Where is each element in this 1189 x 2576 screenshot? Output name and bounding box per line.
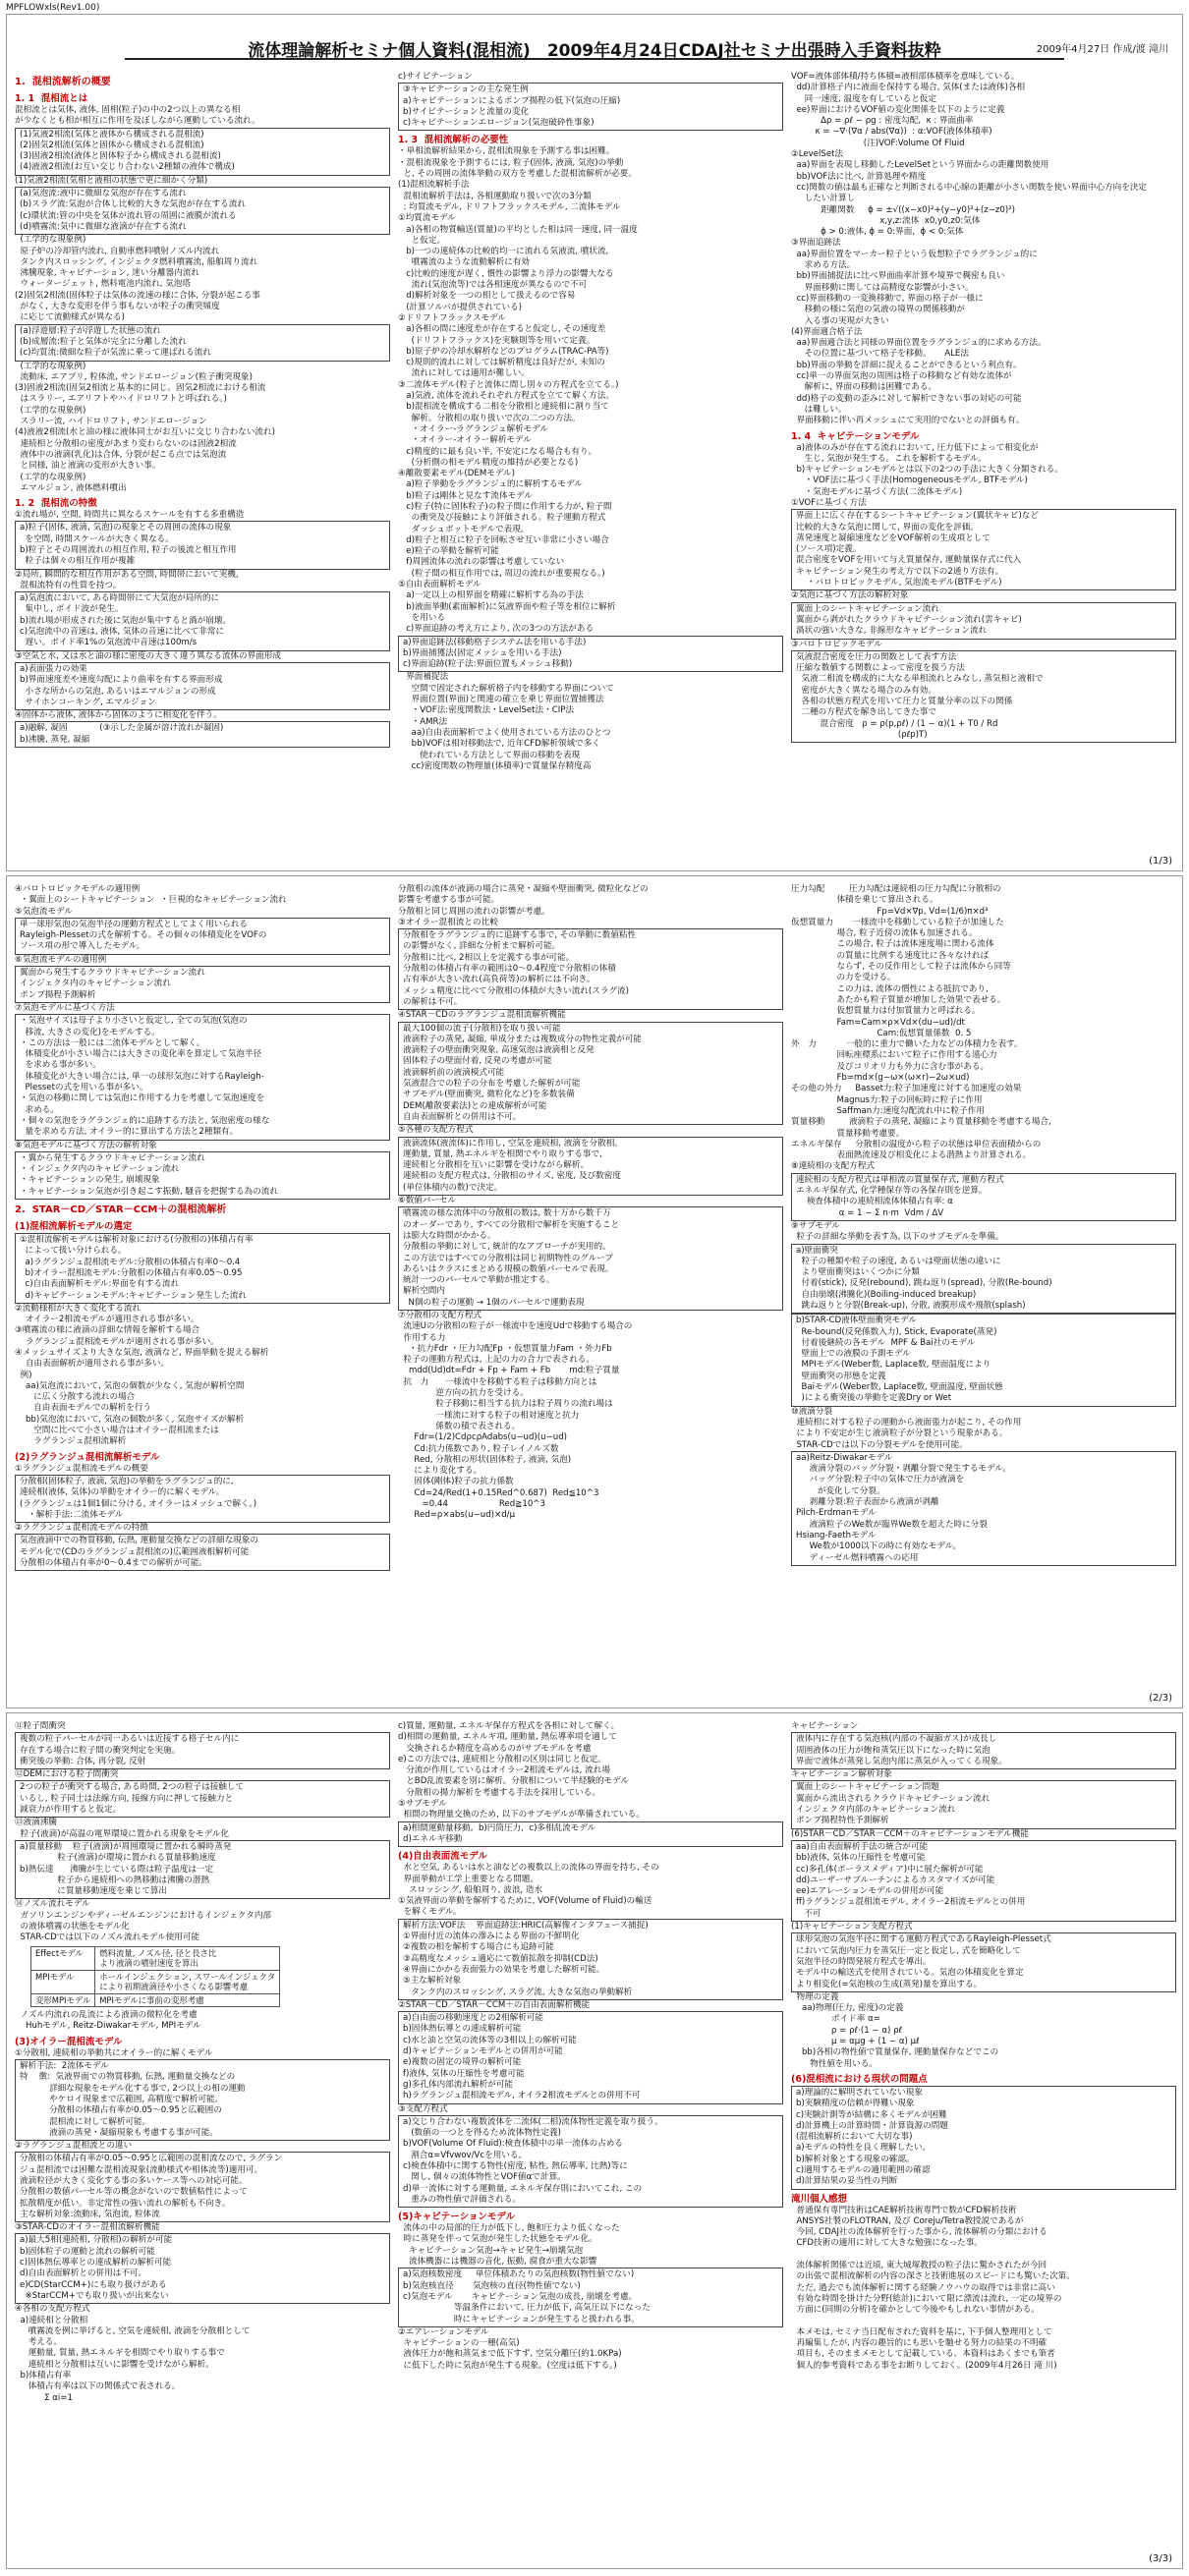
text-block: ⑫DEMにおける粒子間衝突 [15,1769,119,1780]
text-block: (2)固気2相流(固体粒子は気体の流速の様に合体, 分裂が起こる事 がなく, 大きな変形を伴う事もないが粒子の衝突頻度 に応じて流動様式が異なる) [15,290,260,323]
text-block: c)サイピテーション [398,72,473,82]
text-block: (工学的な現象例) 流動床, エアブリ, 粒体流, サンドエロージョン(粒子衝突現象) [20,361,253,382]
text-block: (4)液液2相流(水と油の様に液体同士がお互いに交じり合わない流れ) 連続相と分散相の密度があまり変わらないのは固液2相流 液体中の液滴(乳化)は合体, 分裂が起こる点では気泡流 と同様, 油と液滴の変形が大きい事。 (工学的な現象例) エマルジョン, 液体燃料噴出 [15,427,275,493]
text-block: ②局所, 瞬間的な相互作用がある空間, 時間帯において実機, 混相流特有の性質を持つ。 [15,569,239,590]
text-block: a)粒子挙動をラグランジュ的に解析するモデル b)粒子は剛体と見なす流体モデル c)粒子(特に固体粒子)の粒子間に作用する力が, 粒子間 の衝突及び接触により評価される。粒子運動方程式 ダッシュポットモデルで表現。 d)粒子と相互に粒子を回転させ互い非常に小さい場合 e)粒子の挙動を解析可能 f)周囲流体の流れの影響は考慮していない (粒子間の相互作用では, 周辺の流れが重要視なる。) [406,479,612,579]
text-block: a)一定以上の相界面を精確に解析する為の手法 b)液面挙動(素面解析)に気液界面や粒子等を相位に解析 を用いる c)界面追跡の考え方により, 次の3つの方法がある [406,590,616,635]
table-cell: MPIモデル [31,1970,95,1993]
section-heading: 2. STAR－CD／STAR－CCM＋の混相流解析 [15,1204,227,1216]
text-block: (1)気液2相流(気相と液相の状態で更に細かく分類) [15,175,208,186]
boxed-text: a)理論的に解明されていない現象 b)実験精度の信頼が得難い現象 c)実験計測等が結構に多くモデルが困難 d)計算機上の計算時間・計算資源の問題 (混相流解析において大切な事) a)モデルの特性を良く理解したい。 b)解析対象とする現象の確認。 c)適用するモデルの適用範囲の確認 d)計算結果の妥当性の判断 [791,2086,1176,2190]
text-block: ⑧気泡モデルに基づく方法の解析対象 [15,1140,157,1150]
text-block: aa)界面適合法と同様の界面位置をラグランジュ的に求める方法。 その位置に基づいて格子を移動。 ALE法 bb)界面の挙動を詳細に捉えることができるという利点有。 cc)単一の界面気泡の周囲は格子の移動など有効な流体が 解析に, 界面の移動は困難である。 dd)格子の変動の歪みに対して解析できない事の対応の可能 は難しい。 界面移動に伴い再メッシュにて実用的でないとの評価も有。 [796,338,1047,426]
boxed-text: a)気泡流において, ある時間帯にて大気泡が局所的に 集中し, ボイド波が発生。 b)流れ場が形成された後に気泡が集中すると渦が崩壊。 c)気泡流中の音速は, 液体, 気体の音速に比べて非常に 遅い。ボイド率1%の気泡流中音速は100m/s [15,591,390,650]
text-block: ③支配方程式 [398,2103,448,2114]
text-block: 粒子(液滴)が高温の電界環境に置かれる現象をモデル化 [15,1828,229,1839]
text-block: ①VOFに基づく方法 [791,497,867,508]
text-block: ⑪粒子間衝突 [15,1721,66,1731]
section-heading: 1. 4 キャビテーションモデル [791,430,920,442]
boxed-text: 解析手法: 2流体モデル 特 徴: 気液界面での物質移動, 伝熱, 運動量交換などの 詳細な現象をモデル化する事で, 2つ以上の相の運動 やケロイ現象まで広範囲, 高精度で解析可能。 分散相の体積占有率が0.05〜0.95と広範囲の 混相流に対して解析可能。 液滴の蒸発・凝縮現象も考慮する事が可能。 [15,2059,390,2141]
page-number-1: (1/3) [1149,856,1172,867]
boxed-text: a)交じり合わない複数流体を二流体(二相)流体物性定義を取り扱う。 (数値の一つとを得るため流体物性定義) b)VOF(Volume Of Fluid):検査体積中の単一流体の占める 割合α=Vfvwov/Vcを用いる。 c)検査体積中に関する物性(密度, 粘性, 熱伝導率, 比熱)等に 関し, 個々の流体物性とVOF値αで計算。 d)単一流体に対する運動量, エネルギ保存則においてこれ, この 重みの物性値で評価される。 [398,2115,783,2208]
boxed-text: aa)Reitz-Diwakarモデル 液滴分裂のバッグ分裂・剥離分裂で発生するモデル。 バッグ分裂:粒子中の気体で圧力が液滴を が変化して分裂。 剥離分裂:粒子表面から液滴が剥離 Pilch-Erdmanモデル 液滴粒子のWe数が臨界We数を超えた時に分裂 Hsiang-Faethモデル We数が1000以下の時に有効なモデル。 ディーゼル燃料噴霧への応用 [791,1451,1176,1566]
section-heading: 滝川個人感想 [791,2193,848,2205]
text-block: a)各相の間に速度差が存在すると仮定し, その速度差 (ドリフトフラックス)を実験則等を用いて定義。 b)原子炉の冷却水解析などのプログラム(TRAC-PA等) c)規則的流れに対しては解析精度は良好だが, 未知の 流れに対しては適用が難しい。 [406,324,609,379]
boxed-text: 液体内に存在する気泡核(内部の不凝縮ガス)が成長し 周囲液体の圧力が飽和蒸気圧以下になった時に気泡 界面で液体が蒸発し気泡内部に蒸気が入ってくる現象。 [791,1732,1176,1769]
table-cell: ホールインジェクション, スワールインジェクタ により初期液滴径や小さくなる影響考慮 [95,1970,280,1993]
text-block: ④メッシュサイズより大きな気泡, 液滴など, 界面挙動を捉える解析 自由表面解析が適用される事が多い。 [15,1347,269,1370]
text-block: 界面補捉法 空間で固定された解析格子内を移動する界面について 界面位置(界面)と関連の確立を乗じ界面位置捕獲法 ・VOF法:密度関数法・LevelSet法・CIP法 ・AMR法 aa)自由表面解析でよく使用されている方法のひとつ bb)VOFは相対移動法で, 近年CFD解析領域で多く 使われている方法として界面の移動を表現 cc)密度関数の物理量(体積率)で質量保存精度高 [406,672,614,771]
text-block: ③STAR-CDのオイラー混相流解析機能 [15,2222,160,2233]
boxed-text: b)STAR-CD液体壁面衝突モデル Re-bound(反発係数入力), Stick, Evaporate(蒸発) 付着後継続の各モデル MPF & Bai社のモデル 壁面上での液膜の予測モデル MPIモデル(Weber数, Laplace数, 壁面温度により 壁面衝突の形態を定義 Baiモデル(Weber数, Laplace数, 壁面温度, 壁面状態 )による衝突後の挙動を定義Dry or Wet [791,1314,1176,1406]
section-heading: 1. 3 混相流解析の必要性 [398,135,509,146]
text-block: ・単相流解析結果から, 混相流現象を予測する事は困難。 ・混相流現象を予測するには, 粒子(固体, 液滴, 気泡)の挙動 と, その周囲の流体挙動の双方を考慮した混相流解析が必要。 (1)混相流解析手法 混相流解析手法は, 各相運動取り扱いで次の3分類 : 均質流モデル, ドリフトフラックスモデル, 二流体モデル [398,146,637,212]
text-block: ⑥気泡流モデルの適用例 [15,954,107,965]
text-block: ⑦分散相の支配方程式 [398,1310,482,1320]
text-block: 外 力 一般的に重力で働いた力などの体積力を表す。 回転座標系において粒子に作用する遠心力 及びコリオリ力も外力に含む事がある。 Fb=md×(g−ω×(ω×r)−2ω×ud) [791,1039,1023,1084]
boxed-text: 気液混合密度を圧力の関数として表す方法 圧縮な数値する関数によって密度を扱う方法 気液二相流を構成的に大なる単相流れとみなし, 蒸気相と液相で 密度が大きく異なる場合のみ有効。 各相の状態方程式を用いて圧力と質量分率の以下の関係 二種の方程式を解き出してきた事で 混合密度 ρ = ρ(p,ρℓ) / (1 − α)(1 + T0 / Rd (ρℓp)T) [791,650,1176,743]
p3-column-1 [15,1721,390,2552]
text-block: (工学的な現象例) 原子炉の冷却管内流れ, 自動車燃料噴射ノズル内流れ タンク内スロッシング, インジェクタ燃料噴霧流, 船舶周り流れ 沸騰現象, キャビテーション, 迷い分離器内流れ ウォータージェット, 燃料電池内流れ, 気泡塔 [20,235,258,290]
p2-column-1 [15,884,390,1692]
text-block: c)質量, 運動量, エネルギ保存方程式を各相に対して解く。 d)相間の運動量, エネルギ項, 運動量, 熱伝導率項を適して 交換されるか精度を高めるのがサブモデルを考慮 e)この方法では, 連続相と分散相の区別は同じと仮定。 分流が作用しているはオイラー2相流モデルは, 流れ場 とBD乱流要素を別に解析。分散相について半経験的モデル 分散相の揚力解析を考慮する手法を採用している。 [398,1721,629,1798]
boxed-text: ①混相流解析モデルは解析対象における(分散相の)体積占有率 によって扱い分けられる。 a)ラグランジュ混相流モデル:分散相の体積占有率0〜0.4 b)オイラー混相流モデル:分散相の体積占有率0.05〜0.95 c)自由表面解析モデル:界面を有する流れ d)キャピテーションモデル:キャピテーション発生した流れ [15,1233,390,1304]
model-table [30,1946,280,2008]
text-block: Fdr=(1/2)CdρcρAdabs(u−ud)(u−ud) [398,1432,568,1443]
text-block: 相間の物理量交換のため, 以下のサブモデルが準備されている。 [398,1810,645,1820]
text-block: キャビテーション解析対象 [791,1769,892,1780]
date-author: 2009年4月27日 作成/渡 滝川 [1036,44,1168,55]
section-heading: (6)混相流における現状の問題点 [791,2073,928,2085]
boxed-text: a)相間運動量移動, b)円筒圧力, c)多相乱流モデル d)エネルギ移動 [398,1821,783,1848]
text-block: ②ドリフトフラックスモデル [398,312,506,323]
p3-column-3 [791,1721,1176,2552]
text-block: その他の外力 Basset力:粒子加速度に対する加速度の効果 Magnus力:粒子の回転時に粒子に作用 Saffman力:速度勾配流れ中に粒子作用 [791,1084,1022,1116]
boxed-text: 翼面上のシートキャビテーション流れ 翼面から剥がれたクラウドキャビテーション流れ(雲キャビ) 渦状の強い大きな, 非線形なキャビテーション流れ [791,602,1176,640]
text-block: a)液体のみが存在する流れにおいて, 圧力低下によって相変化が 生じ, 気泡が発生する。これを解析するモデル。 b)キャビテーションモデルとは以下の2つの手法に大きく分類される。 ・VOF法に基づく手法(Homogeneousモデル, BTFモデル) ・気泡モデルに基づく方法(二流体モデル) [796,442,1063,497]
text-block: ⑤気泡流モデル [15,906,73,917]
section-heading: (5)キャビテーションモデル [398,2212,515,2223]
boxed-text: 噴霧流の様な流体中の分散相の数は, 数十万から数千万 のオーダーであり, すべての分散相で解析を実施すること は膨大な時間がかかる。 分散相の挙動に対して, 統計的なアプローチが実用的。 この方法ではすべての分散相は同じ初期物性のグループ あるいはクラスにまとめる規模の数値パーセルで表現。 統計一つのパーセルで挙動が推定する。 解析空間内 N個の粒子の運動 → 1個のパーセルで運動表現 [398,1206,783,1311]
text-block: 例) aa)気泡流において, 気泡の個数が少なく, 気泡が解析空間 に広く分散する流れの場合 自由表面モデルでの解析を行う bb)気泡流において, 気泡の個数が多く, 気泡サイズが解析 空間に比べて小さい場合はオイラー混相流または ラグランジュ混相流解析 [20,1370,245,1447]
section-heading: (2)ラグランジュ混相流解析モデル [15,1451,160,1463]
section-heading: (4)自由表面流モデル [398,1851,487,1863]
text-block: 流速Uの分散相の粒子が一様流中を速度Udで移動する場合の 作用する力 ・抗力Fdr ・圧力勾配Fp ・仮想質量力Fam ・外力Fb 粒子の運動方程式は, 上記の力の合力で表される。 mdd(Ud)dt=Fdr + Fp + Fam + Fb md:粒子質量 [403,1321,633,1376]
text-block: 水と空気, あるいは水と油などの複数以上の流体の界面を持ち, その 界面挙動が工学上重要となる問題。 スロッシング, 船舶周り, 波浪, 造水 [403,1863,659,1895]
text-block: ①流れ場が, 空間, 時間共に異なるスケールを有する多重構造 [15,510,245,521]
text-block: ⑤サブモデル [398,1799,447,1810]
boxed-text: aa)自由表面解析手法の統合が可能 bb)液体, 気体の圧縮性を考慮可能 cc)多孔体(ポーラスメディア)中に展た解析が可能 dd)ユーザーサブルーチンによるカスタマイズが可能 ee)エアレーションモデルの併用が可能 ff)ラグランジュ混相流モデル, オイラー2相流モデルとの併用 不可 [791,1840,1176,1922]
text-block: ④バロトロピックモデルの適用例 ・翼面上のシートキャビテーション ・巨視的なキャビテーション流れ [15,884,287,906]
boxed-text: 球形気泡の気泡半径に関する運動方程式であるRayleigh-Plesset式 において気泡内圧力を蒸気圧一定と仮定し, 式を簡略化して 気泡半径の時間発展方程式を導出。 モデル中の輸送式を使用されている。気泡の体積変化を算定 より相変化(=気泡核の生成(蒸発)量を算出する。 [791,1932,1176,1991]
p3-column-2 [398,1721,783,2552]
text-block: キャビテーション [791,1721,859,1731]
title-underline [125,58,1064,60]
text-block: エネルギ保存 分散相の温度から粒子の状態は単位表面積からの 表面熱流速及び相変化による潜熱より計算される。 [791,1139,1042,1161]
p1-column-1 [15,72,390,858]
text-block: ④STAR－CDのラグランジュ混相流解析機能 [398,1010,566,1021]
text-block: ⑦気泡モデルに基づく方法 [15,1002,115,1013]
text-block: ③空気と水, 又は水と油の様に密度の大きく違う異なる流体の界面形成 [15,650,281,661]
text-block: (1)キャビテーション支配方程式 [791,1922,913,1932]
text-block: 混相流とは気体, 液体, 固相(粒子)の中の2つ以上の異なる相 が少なくとも相が相互に作用を及ぼしながら運動している流れ。 [15,105,260,127]
text-block: オイラー2相流モデルが適用される事が多い。 [15,1315,199,1325]
page-title: 流体理論解析セミナ個人資料(混相流) 2009年4月24日CDAJ社セミナ出張時入手資料抜粋 [248,41,941,61]
text-block: ②エアレーションモデル [398,2326,489,2337]
text-block: VOF=液体部体積/持ち体積=液相部体積率を意味している。 dd)計算格子内に液面を保持する場合, 気体(または液体)各相 同一速度, 温度を有していると仮定 ee)界面におけるVOF値の変化関係を以下のように定義 Δρ = ρℓ − ρg : 密度勾配, κ : 界面曲率 κ = −∇·(∇α / abs(∇α)) : α:VOF(液体体積率) (注)VOF:Volume Of Fluid [791,72,1026,148]
p2-column-3 [791,884,1176,1692]
page-3 [6,1712,1183,2569]
text-block: ①気液界面の挙動を解析するために, VOF(Volume of Fluid)の輸送 を解くモデル。 [398,1896,652,1918]
text-block: aa)界面を表現し移動したLevelSetという界面からの距離関数使用 bb)VOF法に比べ, 計算処理や精度 cc)関数の値は最も正確なと判断される中心線の距離が小さい関数を使い界面中心方向を決定 したい計算し 距離関数 ϕ = ±√((x−x0)²+(y−y0)²+(z−z0)²) x,y,z:流体 x0,y0,z0:気体 ϕ > 0:液体, ϕ = 0:界面, ϕ < 0:気体 [796,160,1148,238]
boxed-text: 単一球形気泡の気泡半径の運動方程式としてよく用いられる Rayleigh-Plessetの式を解析する。その個々の体積変化をVOFの ソース項の形で導入したモデル。 [15,918,390,955]
text-block: ③界面追跡法 [791,238,841,249]
boxed-text: 複数の粒子パーセルが同一あるいは近接する格子セル内に 存在する場合に粒子間の衝突判定を実施。 衝突後の挙動: 合体, 再分裂, 反射 [15,1732,390,1769]
text-block: ④離散要素モデル(DEMモデル) [398,469,515,479]
table-cell: MPIモデルに事前の変形考慮 [95,1993,280,2007]
boxed-text: a)気泡核数密度 単位体積あたりの気泡核数(物性値でない) b)気泡核直径 気泡核の直径(物性値でない) c)気泡モデル キャビテーション気泡の成長, 崩壊を考慮。 等温条件において, 圧力が低下, 高気圧以下になった 時にキャビテーションが発生すると扱われる事。 [398,2268,783,2326]
text-block: 物理の定義 aa)物理(圧力, 密度)の定義 ボイド率 α= ρ = ρℓ·(1 − α) ρℓ μ = αμg + (1 − α) μℓ bb)各相の物性値で質量保存, 運動量保存などでこの 物性値を用いる。 [796,1991,999,2069]
text-block: キャビテーションの一種(高気) 液体圧力が飽和蒸気まで低下すず, 空気分離圧(約1.0KPa) に低下した時に気泡が発生する現象。(空度は低下する。) [403,2338,622,2371]
text-block: ③二流体モデル(粒子と流体に間し別々の方程式を立てる。) [398,379,619,390]
boxed-text: 分散相をラグランジュ的に追跡する事で, その挙動に数値粘性 の影響がなく, 詳細な分析まで解析可能。 分散相に比べ, 2相以上を定義する事が可能。 分散相の体積占有率の範囲は0〜0.4程度で分散相の体積 占有率が大きい流れ(高負荷等)の解析には不向き。 メッシュ精度に比べて分散相の体積が大きい流れ(スラグ流) の解析は不可。 [398,928,783,1010]
text-block: 分散相の流体が液滴の場合に蒸発・凝縮や壁面衝突, 微粒化などの 影響を考慮する事が可能。 分散相と同じ周囲の流れの影響が考慮。 [398,884,649,917]
text-block: (4)界面適合格子法 [791,326,863,337]
text-block: Cd:抗力係数であり, 粒子レイノルズ数 Red, 分散相の形状(固体粒子, 液滴, 気泡) により変化する。 固体(剛体)粒子の抗力係数 Cd=24/Red(1+0.15Red^0.687) Red≦10^3 =0.44 Red≧10^3 Red=ρ×abs(u−ud)×d/μ [414,1443,599,1521]
section-heading: (3)オイラー混相流モデル [15,2036,123,2047]
boxed-text: 分散相の体積占有率が0.05〜0.95と広範囲の混相流なので, ラグラン ジュ混相流では困難な混相流現象(流動様式や相体流等)適用可。 液滴粒径が大きく変化する事の多いケース等への対応可能。 分散相の数値パーセル等の概念がないので数値粘性によって 拡散精度が低い。非定常性の強い流れの解析も不向き。 主な解析対象:流動床, 気泡流, 粒体流 [15,2152,390,2222]
text-block: ⑭ノズル流れモデル [15,1899,90,1910]
boxed-text: 連続相の支配方程式は単相流の質量保存式, 運動方程式 エネルギ保存式, 化学種保存等の各保存則を逆算。 検査体積中の連続相流体体積占有率: α α = 1 − Σ n·m Vdm / ΔV [791,1173,1176,1221]
text-block: (6)STAR－CD／STAR－CCM＋のキャビテーションモデル機能 [791,1828,1029,1839]
table-cell: Effectモデル [31,1946,95,1970]
text-block: ラグランジュ混相流モデルが適用される事が多い。 [15,1336,219,1347]
text-block: ガソリンエンジンやディーゼルエンジンにおけるインジェクタ内部 の液体噴霧の状態をモデル化 STAR-CDでは以下のノズル流れモデル使用可能 [20,1910,272,1943]
boxed-text: a)融解, 凝固 (③示した金属が溶け流れが凝固) b)沸騰, 蒸発, 凝縮 [15,721,390,748]
table-cell: 燃料流量, ノズル径, 径と長さ比 より液滴の噴射速度を算出 [95,1946,280,1970]
boxed-text: a)粒子(固体, 液滴, 気泡)の現象とその周囲の流体の現象 を空間, 時間スケールが大きく異なる。 b)粒子とその周囲流れの相互作用, 粒子の後流と相互作用 粒子は個々の相互作用が複雑 [15,521,390,569]
boxed-text: (a)気泡流:液中に微細な気泡が存在する流れ (b)スラグ流:気泡が合体し比較的大きな気泡が存在する流れ (c)環状流:管の中央を気体が流れ管の周囲に液膜が流れる (d)噴霧流:気中に微細な液滴が存在する流れ [15,187,390,235]
text-block: 粒子の詳細な挙動を表す為, 以下のサブモデルを準備。 [791,1232,1004,1243]
text-block: aa)界面位置をマーカー粒子という仮想粒子でラグランジュ的に 求める方法。 bb)界面捕捉法に比べ界面曲率計算や境界で稠密も良い 界面移動に関しては高精度な影響が小さい。 cc)界面移動の一変換移動で, 界面の格子が一様に 移動の様に気泡の気液の境界の関係移動が 入る事の実現が大きい [796,249,1038,326]
text-block: ⑥数値パーセル [398,1196,457,1206]
text-block: ⑧連続相の支配方程式 [791,1161,876,1172]
boxed-text: 分散相(固体粒子, 液滴, 気泡)の挙動をラグランジュ的に, 連続相(液体, 気体)の挙動をオイラー的に解くモデル。 (ラグランジェは1個1個に分ける, オイラーはメッシュで解く。) ・解析手法:二流体モデル [15,1475,390,1523]
text-block: (3)固液2相流(固気2相流と基本的に同じ。固気2相流における相流 はスラリー, エアリフトやハイドロリフトと呼ばれる。) (工学的な現象例) スラリー流, ハイドロリフト, サンドエロージョン [15,383,266,427]
boxed-text: ・気泡サイズは母子より小さいと仮定し, 全ての気泡(気泡の 移流, 大きさの変化)をモデルする。 ・この方法は一般には二流体モデルとして解く。 体積変化が小さい場合には大きさの変化率を算定して気泡半径 を求める事が多い。 体積変化が大きい場合には, 単一の球形気泡に対するRayleigh- Plessetの式を用いる事が多い。 ・気泡の移動に関しては気泡に作用する力を考慮して気泡速度を 求める。 ・個々の気泡をラグランジェ的に追跡する方法と, 気泡密度の様な 量を求める方法, オイラー的に算出する方法と2種類有。 [15,1014,390,1140]
text-block: ②ラグランジュ混相流モデルの特徴 [15,1523,148,1534]
p1-column-2 [398,72,783,858]
page-2 [6,875,1183,1708]
section-heading: 1. 混相流解析の概要 [15,77,111,87]
table-cell: 変形MPIモデル [31,1993,95,2007]
boxed-text: (1)気液2相流(気体と液体から構成される混相流) (2)固気2相流(気体と固体から構成される混相流) (3)固液2相流(液体と固体粒子から構成される混相流) (4)液液2相流(お互い交じり合わない2種類の液体で構成) [15,128,390,176]
text-block: ①均質流モデル [398,213,456,224]
text-block: ノズル内流れの乱流による液滴の微粒化を考慮 Huhモデル, Reitz-Diwakarモデル, MPIモデル [20,2010,201,2032]
text-block: ②ラグランジュ混相流との違い [15,2141,133,2152]
text-block: 流体の中の局部的圧力が低下し, 飽和圧力より低くなった 時に蒸発を伴って気泡が発生した状態をモデル化。 キャビテーション気泡→キャビ発生→崩壊気泡 流体機器には機器の音化, 振動, 腐食が重大な影響 [403,2223,620,2268]
boxed-text: ・翼から発生するクラウドキャビテーション流れ ・インジェクタ内のキャビテーション流れ ・キャビテーションの発生, 崩壊現象 ・キャビテーション気泡が引き起こす振動, 騒音を把握する為の流れ [15,1151,390,1200]
page-number-2: (2/3) [1149,1693,1172,1704]
text-block: a)連続相と分散相 噴霧流を例に挙げると, 空気を連続相, 液滴を分散相として 考える。 運動量, 質量, 熱エネルギを相間でやり取りする事で 連続相と分散相は互いに影響を受けながら解析。 b)体積占有率 体積占有率は以下の関係式で表される。 Σ αi=1 [20,2315,251,2403]
boxed-text: 翼面上のシートキャビテーション問題 翼面から流出されるクラウドキャビテーション流れ インジェクタ内部のキャビテーション流れ ポンプ揚程特性予測解析 [791,1780,1176,1828]
text-block: 抗 力 一様流中を移動する粒子は移動方向とは 逆方向の抗力を受ける。 粒子移動に相当する抗力は粒子周りの流れ場は 一様流に対する粒子の相対速度と抗力 係数の積で表される。 [403,1376,613,1431]
text-block: ②LevelSet法 [791,149,844,160]
boxed-text: 解析方法:VOF法 界面追跡法:HRIC(高解像インタフェース捕捉) ①界面付近の流体の滲みによる界面の不鮮明化 ②複数の相を解析する場合にも追跡可能 ③高精度なメッシュ適応にて数値拡散を抑制(CD法) ④界面にかかる表面張力の効果を考慮した解析可能。 ⑤主な解析対象 タンク内のスロッシング, スラグ流, 大きな気泡の挙動解析 [398,1919,783,2000]
text-block: ③バロトロピックモデル [791,639,882,649]
boxed-text: (a)浮遊層:粒子が浮遊した状態の流れ (b)成層流:粒子と気体が完全に分離した流れ (c)均質流:微細な粒子が気流に乗って運ばれる流れ [15,324,390,362]
text-block: ②流動様相が大きく変化する流れ [15,1303,142,1314]
text-block: a)気液, 流体を流れそれぞれ方程式を立てて解く方法。 b)混相流を構成する二相を分散相と連続相に割り当て 解析。分散相の取り扱いで次の二つの方法。 ・オイラー-ラグランジュ解析モデル ・オイラー-オイラー解析モデル [406,391,614,446]
text-block: ④固体から液体, 液体から固体のように相変化を伴う。 [15,710,222,721]
text-block: ⑬液滴沸騰 [15,1818,57,1828]
text-block: 質量移動 液滴粒子の蒸発, 凝縮により質量移動を考慮する場合, 質量移動考慮要。 [791,1117,1051,1139]
boxed-text: 最大100個の流子(分散相)を取り扱い可能 液滴粒子の蒸発, 凝縮, 単成分または複数成分の物性定義が可能 液滴粒子の壁面衝突現象, 高速気泡は液滴相と反発 固体粒子の壁面付着, 反発の考慮が可能 液滴解析前の液滴模式可能 気液混合での粒子の分布を考慮した解析が可能 サブモデル(壁面衝突, 微粒化など)を多数装備 DEM(離散要素法)との連成解析が可能 自由表面解析との併用は不可。 [398,1022,783,1126]
boxed-text: 翼面から発生するクラウドキャビテーション流れ インジェクタ内のキャビテーション流れ ポンプ揚程予測解析 [15,966,390,1003]
p2-column-2 [398,884,783,1692]
table-row [31,1946,280,1970]
page-1 [6,14,1183,871]
text-block: 圧力勾配 圧力勾配は連続相の圧力勾配に分散相の 体積を乗じて算出される。 Fp=Vd×∇p, Vd=(1/6)π×d³ [791,884,1001,917]
boxed-text: 界面上に広く存在するシートキャビテーション(翼状キャビ)など 比較的大きな気泡に関して, 界面の変化を評価。 蒸発速度と凝縮速度などをVOF解析の生成項として (ソース項)定義。 混合密度をVOFを用いて与え質量保存, 運動量保存式に代入 キャビテーション発生の考え方で以下の2通り方法有。 ・バロトロピックモデル, 気泡流モデル(BTFモデル) [791,509,1176,590]
text-block: ③噴霧流の様に液滴の詳細な情報を解析する場合 [15,1325,200,1336]
boxed-text: 2つの粒子が衝突する場合, ある時間, 2つの粒子は接触して いるし, 粒子同士は法線方向, 接線方向に押して接触力と 減衰力が作用すると仮定。 [15,1780,390,1818]
document-id: MPFLOWxls(Rev1.00) [6,3,100,13]
text-block: ②気泡に基づく方法の解析対象 [791,590,909,601]
text-block: ⑤自由表面解析モデル [398,580,481,590]
boxed-text: a)界面追跡法(移動格子システム法を用いる手法) b)界面捕獲法(固定メッシュを用いる手法) c)界面追跡(粒子法:界面位置もメッシュ移動) [398,636,783,673]
text-block: 普通保有専門技術はCAE解析技術専門で数がCFD解析技術 ANSYS社製のFLOTRAN, 及び Coreju/Tetra教授説であるが 今回, CDAJ社の流体解析を行った事から, 流体解析の分類における CFD技術の適用に対して大きな勉強になった事。 流体解析関係では近頃, 東大城塚教授の粒子法に驚かされたが今回 の出張で混相流解析の内容の深さと技術進展のスピードにも驚いた次第。 ただ, 過去でも流体解析に関する経験ノウハウの取得では非常に高い 有効な時間を掛けた分野(総計)において限に漂流は流れ, 一定の境界の 方面に(同期の分析)を確かとして今後やもしれない事情がある。 本メモは, セミナ当日配布された資料を基に, 下手個人整理用として 再編集したが, 内容の趣旨的にも思いを馳せる努力の結果の不明確 項目も, そのままメモとして記載している。本資料はあくまでも筆者 個人的参考資料である事をお断りしておく。(2009年4月26日 滝 川) [796,2205,1075,2371]
section-heading: 1. 2 混相流の特徴 [15,498,97,510]
text-block: ⑤各種の支配方程式 [398,1125,474,1136]
boxed-text: 気泡液滴中での物質移動, 伝熱, 運動量交換などの詳細な現象の モデル化で(CDのラグランジュ混相流の)広範囲液相解析可能 分散相の体積占有率が0〜0.4までの解析が可能。 [15,1534,390,1571]
text-block: ⑩液滴分裂 [791,1406,833,1417]
boxed-text: a)最大5相(連続相, 分散相)の解析が可能 b)固体粒子の運動と流れの解析可能 c)固体熱伝導率との連成解析の解析可能 d)自由表面解析との併用は不可。 e)CD(StarCCM+)にも取り扱けがある ※StarCCM+でも取り扱いが出来ない [15,2233,390,2304]
boxed-text: a)壁面衝突 粒子の種類や粒子の速度, あるいは壁面状態の違いに より壁面衝突はいくつかに分類 付着(stick), 反発(rebound), 跳ね返り(spread), 分散(Re-bound) 自由崩壊(沸騰化)(Boiling-induced breakup) 跳ね返りと分裂(Break-up), 分散, 液膜形成や飛散(splash) [791,1244,1176,1315]
text-block: 仮想質量力 一様流中を移動している粒子が加速した 場合, 粒子近傍の流体も加速される。 この場合, 粒子は流体速度場に関わる流体 の質量に比例する速度比に各々なければ ならず, その反作用として粒子は流体から同等 の力を受ける。 この力は, 流体の慣性による抵抗であり, あたかも粒子質量が増加した効果で表せる。 仮想質量力は付加質量力と呼ばれる。 Fam=Cam×ρ×Vd×(du−ud)/dt Cam:仮想質量係数 0. 5 [791,917,1011,1038]
table-row [31,1993,280,2007]
p1-column-3 [791,72,1176,858]
text-block: ①ラグランジュ混相流モデルの概要 [15,1463,148,1474]
text-block: a)各相の物質輸送(質量)の平均とした相は同一速度, 同一温度 と仮定。 b)一つの連続体の比較的均一に流れる気液流, 噴状流, 噴霧流のような流動解析に有効 c)比較的速度が遅く, 慣性の影響より浮力の影響大なる 流れ(気泡流等)では各相速度が異なるので不可 d)解析対象を一つの相として扱えるので容易 (計算ソルバが提供されている) [406,224,638,312]
text-block: ③オイラー混相流との比較 [398,917,498,927]
boxed-text: a)表面張力の効果 b)界面速度差や速度勾配により曲率を有する界面形成 小さな所からの気泡, あるいはエマルジョンの形成 サイホンコーキング, エマルジョン [15,662,390,710]
boxed-text: a)自由面の移動速度との2相解析可能 b)固体熱伝導との連成解析可能 c)水と油と空気の流体等の3相以上の解析可能 d)キャビテーションモデルとの併用が可能 e)複数の固定の境界の解析可能 f)液体, 気体の圧縮性を考慮可能 g)多孔体内部流れ解析が可能 h)ラグランジュ混相流モデル, オイラ2相流モデルとの併用不可 [398,2011,783,2103]
section-heading: 1. 1 混相流とは [15,93,88,104]
table-row [31,1970,280,1993]
text-block: ①分散相, 連続相の挙動共にオイラー的に解くモデル [15,2047,213,2058]
text-block: ②STAR－CD／STAR－CCM＋の自由表面解析機能 [398,1999,591,2010]
text-block: c)精度的に最も良い半, 不安定になる場合も有り。 (分析側の相モデル精度の維持が必要となる) [406,446,597,468]
boxed-text: ③キャピテーションの主な発生例 a)キャピテーションによるポンプ揚程の低下(気泡の圧縮) b)サイピテーションと流量の変化 c)キャピテーションエロージョン(気泡破砕性事象) [398,83,783,131]
text-block: ④各相の支配方程式 [15,2304,90,2315]
boxed-text: 液滴流体(液流体)に作用し, 空気を連続相, 液滴を分散相。 運動量, 質量, 熱エネルギを相関でやり取りする事で, 連続相と分散相を互いに影響を受けながら解析。 連続相の支配方程式は, 分散相のサイズ, 密度, 及び数密度 (単位体積内の数)で決定。 [398,1137,783,1196]
page-number-3: (3/3) [1149,2553,1172,2564]
text-block: ⑨サブモデル [791,1220,840,1231]
section-heading: (1)混相流解析モデルの選定 [15,1221,133,1233]
boxed-text: a)質量移動 粒子(液滴)が周囲環境に置かれる瞬時蒸発 粒子(液滴)が環境に置かれる質量移動速度 b)熱伝達 沸騰が生じている際は粒子温度は一定 粒子から連続相への熱移動は沸騰の潜熱 に質量移動速度を乗じて算出 [15,1840,390,1899]
text-block: 連続相に対する粒子の運動から液面張力が起こり, その作用 により不安定が生じ液滴粒子が分裂という現象がある。 STAR-CDでは以下の分裂モデルを使用可能。 [796,1417,1022,1450]
